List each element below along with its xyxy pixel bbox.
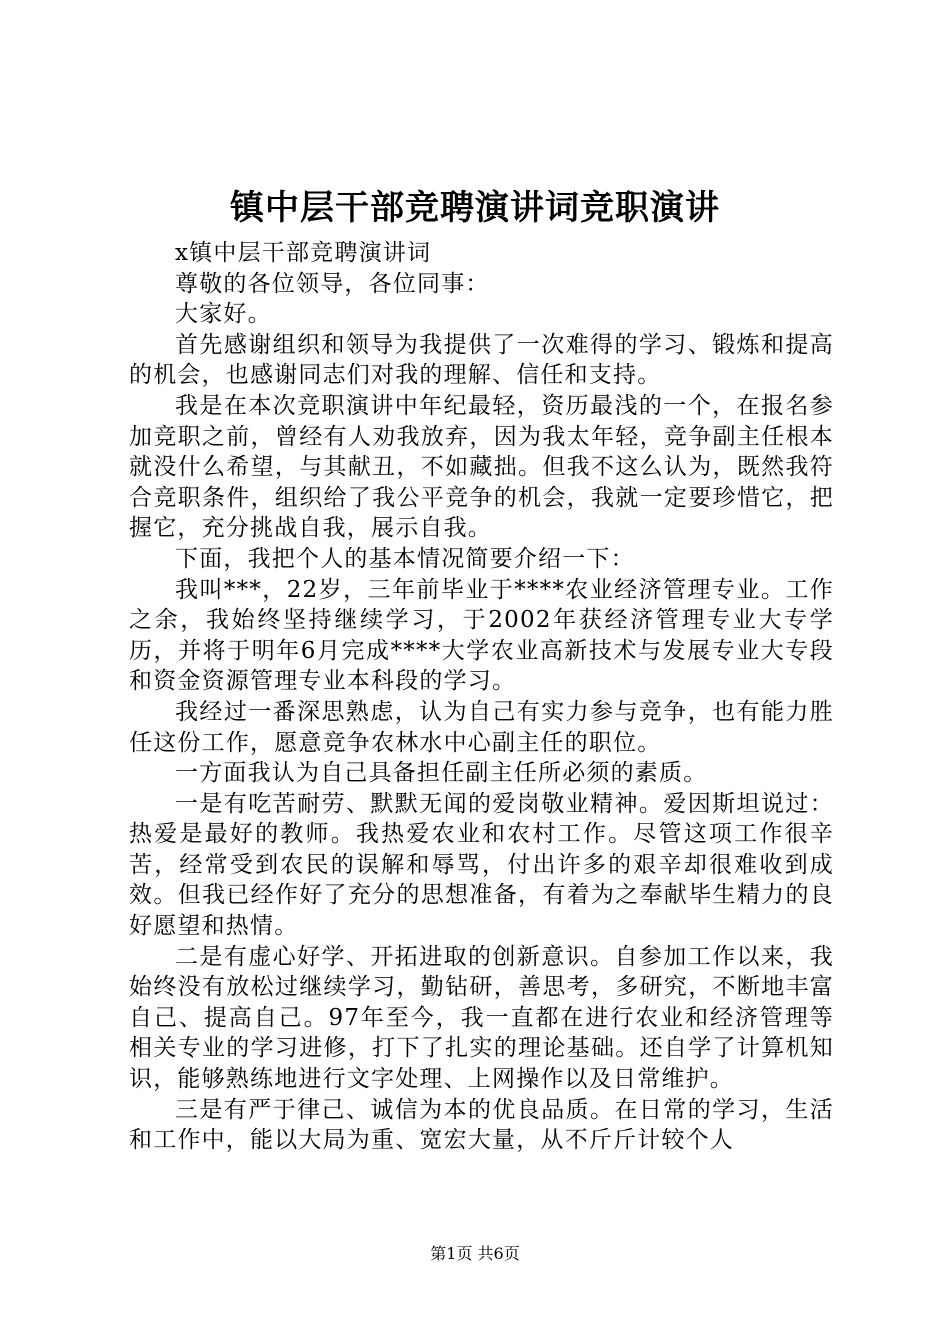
paragraph-salutation: 尊敬的各位领导，各位同事： [175,270,490,297]
paragraph-heading-line: x镇中层干部竞聘演讲词 [175,240,432,266]
paragraph: 三是有严于律己、诚信为本的优良品质。在日常的学习，生活和工作中，能以大局为重、宽宏大量，从不斤斤计较个人 [129,1096,834,1154]
paragraph-greeting: 大家好。 [175,301,272,328]
paragraph: 我是在本次竞职演讲中年纪最轻，资历最浅的一个，在报名参加竞职之前，曾经有人劝我放弃，因为我太年轻，竞争副主任根本就没什么希望，与其献丑，不如藏拙。但我不这么认为，既然我符合竞职条件，组织给了我公平竞争的机会，我就一定要珍惜它，把握它，充分挑战自我，展示自我。 [129,392,834,542]
paragraph: 二是有虚心好学、开拓进取的创新意识。自参加工作以来，我始终没有放松过继续学习，勤钻研，善思考，多研究，不断地丰富自己、提高自己。97年至今，我一直都在进行农业和经济管理等相关专业的学习进修，打下了扎实的理论基础。还自学了计算机知识，能够熟练地进行文字处理、上网操作以及日常维护。 [129,943,834,1093]
paragraph: 首先感谢组织和领导为我提供了一次难得的学习、锻炼和提高的机会，也感谢同志们对我的理解、信任和支持。 [129,331,834,389]
page-footer: 第1页 共6页 [430,1244,520,1263]
paragraph: 我经过一番深思熟虑，认为自己有实力参与竞争，也有能力胜任这份工作，愿意竞争农林水中心副主任的职位。 [129,698,834,756]
paragraph: 一是有吃苦耐劳、默默无闻的爱岗敬业精神。爱因斯坦说过：热爱是最好的教师。我热爱农业和农村工作。尽管这项工作很辛苦，经常受到农民的误解和辱骂，付出许多的艰辛却很难收到成效。但我已经作好了充分的思想准备，有着为之奉献毕生精力的良好愿望和热情。 [129,790,834,940]
paragraph: 一方面我认为自己具备担任副主任所必须的素质。 [175,760,708,787]
document-title: 镇中层干部竞聘演讲词竞职演讲 [230,188,720,228]
paragraph: 下面，我把个人的基本情况简要介绍一下： [175,545,635,572]
paragraph: 我叫***，22岁，三年前毕业于****农业经济管理专业。工作之余，我始终坚持继续学习，于2002年获经济管理专业大专学历，并将于明年6月完成****大学农业高新技术与发展专业大专段和资金资源管理专业本科段的学习。 [129,576,834,695]
document-body [129,238,834,1156]
